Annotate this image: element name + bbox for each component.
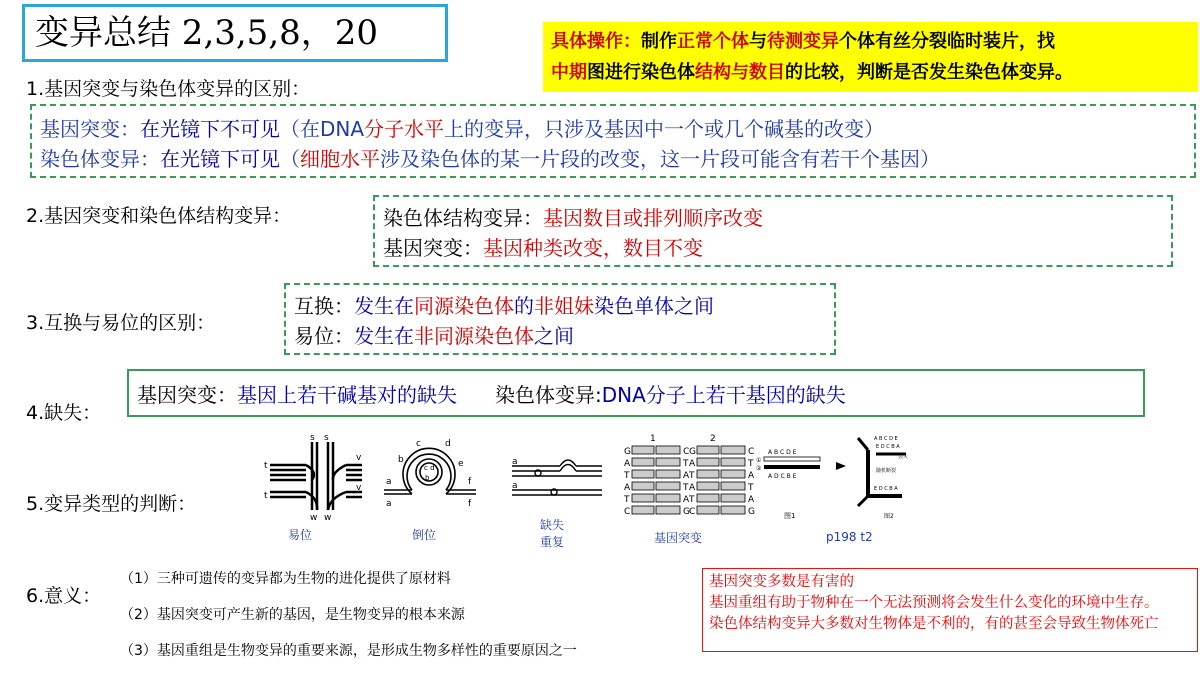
term-detail: 在光镜下不可见 — [140, 117, 280, 141]
note-highlight: 中期 — [551, 62, 587, 83]
section-1-row-1 — [40, 114, 884, 144]
svg-text:T: T — [683, 459, 689, 469]
term: 易位： — [294, 324, 354, 348]
effects-line-2: 基因重组有助于物种在一个无法预测将会发生什么变化的环境中生存。 — [709, 595, 1159, 611]
svg-text:d: d — [445, 439, 451, 449]
section-2-row-1 — [383, 203, 763, 233]
section-5-heading: 5.变异类型的判断： — [26, 493, 197, 515]
svg-text:①: ① — [756, 457, 762, 464]
sequence-label: A D C B E — [768, 473, 797, 480]
sequence-label: A B C D E — [768, 449, 797, 456]
figure-1-diagram — [756, 449, 846, 520]
svg-text:w: w — [310, 513, 318, 523]
section-1-heading: 1.基因突变与染色体变异的区别： — [26, 78, 311, 100]
svg-text:C: C — [689, 507, 696, 517]
section-2-heading: 2.基因突变和染色体结构变异： — [26, 205, 292, 227]
term: 互换： — [294, 294, 354, 318]
text: 之间 — [534, 324, 574, 348]
lost-label: 丢失 — [898, 454, 909, 460]
column-2-label: 2 — [710, 434, 716, 444]
text: DNA分子上若干基因的缺失 — [601, 383, 846, 407]
term: 基因突变： — [137, 383, 237, 407]
svg-text:A: A — [689, 459, 696, 469]
section-3-row-2 — [294, 321, 574, 351]
figure-2-label: 图2 — [884, 513, 894, 520]
caption-inversion: 倒位 — [412, 528, 437, 542]
svg-text:A: A — [624, 483, 631, 493]
term: 染色体变异： — [40, 147, 160, 171]
section-6-heading: 6.意义： — [26, 585, 102, 607]
variation-diagrams — [262, 432, 922, 547]
caption-problem-ref: p198 t2 — [826, 530, 873, 544]
figure-1-label: 图1 — [784, 512, 796, 520]
svg-text:A: A — [748, 495, 755, 505]
note-highlight: 结构与数目 — [695, 62, 785, 83]
caption-duplication: 重复 — [540, 535, 565, 549]
svg-text:v: v — [356, 453, 362, 463]
svg-text:C: C — [748, 447, 755, 457]
svg-text:a: a — [386, 499, 392, 509]
figure-2-diagram — [858, 436, 908, 520]
effects-line-1: 基因突变多数是有害的 — [709, 574, 854, 590]
note-highlight: 正常个体 — [677, 31, 749, 52]
break-label: 随机断裂 — [876, 468, 897, 474]
deletion-duplication-diagram — [512, 457, 602, 495]
inversion-diagram — [384, 439, 476, 509]
term: 染色体结构变异： — [383, 206, 543, 230]
svg-text:e: e — [458, 459, 464, 469]
highlight: 同源染色体 — [414, 294, 514, 318]
operation-note — [543, 22, 1198, 92]
svg-text:G: G — [683, 507, 690, 517]
highlight: 基因数目或排列顺序改变 — [543, 206, 763, 230]
svg-text:T: T — [689, 471, 695, 481]
svg-text:T: T — [689, 495, 695, 505]
section-2-row-2 — [383, 233, 703, 263]
note-text: 与 — [749, 31, 767, 52]
gene-mutation-diagram — [623, 434, 755, 517]
svg-text:a: a — [512, 481, 518, 491]
term: 基因突变： — [40, 117, 140, 141]
highlight: 分子水平 — [364, 117, 445, 141]
svg-text:s: s — [310, 433, 315, 443]
svg-text:②: ② — [756, 465, 762, 472]
text: 染色单体之间 — [594, 294, 714, 318]
svg-text:v: v — [356, 483, 362, 493]
svg-text:A: A — [624, 459, 631, 469]
text: 涉及染色体的某一片段的改变，这一片段可能含有若干个基因） — [380, 147, 940, 171]
svg-text:a: a — [512, 457, 518, 467]
section-3-heading: 3.互换与易位的区别： — [26, 312, 216, 334]
text: 的 — [514, 294, 534, 318]
caption-deletion: 缺失 — [540, 518, 565, 532]
svg-text:T: T — [748, 483, 754, 493]
svg-text:G: G — [748, 507, 755, 517]
effects-line-3: 染色体结构变异大多数对生物体是不利的，有的甚至会导致生物体死亡 — [709, 616, 1159, 632]
svg-text:f: f — [468, 499, 472, 509]
highlight: 基因种类改变，数目不变 — [483, 236, 703, 260]
section-4-row — [137, 380, 846, 410]
svg-text:A B C D E: A B C D E — [874, 436, 898, 442]
text: （ — [280, 147, 300, 171]
section-3-row-1 — [294, 291, 714, 321]
note-text: 个体有丝分裂临时装片，找 — [839, 31, 1055, 52]
svg-text:E D C B A: E D C B A — [876, 444, 900, 450]
svg-text:c: c — [416, 439, 421, 449]
svg-text:s: s — [324, 433, 329, 443]
translocation-diagram — [264, 433, 362, 523]
svg-text:a: a — [386, 477, 392, 487]
text: 发生在 — [354, 294, 414, 318]
term-detail: 在光镜下可见 — [160, 147, 280, 171]
note-text: 图进行染色体 — [587, 62, 695, 83]
term: 染色体变异: — [495, 383, 602, 407]
caption-translocation: 易位 — [288, 528, 313, 542]
svg-text:T: T — [624, 471, 630, 481]
term: 基因突变： — [383, 236, 483, 260]
svg-text:T: T — [748, 459, 754, 469]
svg-text:G: G — [624, 447, 631, 457]
significance-item-3: （3）基因重组是生物变异的重要来源，是形成生物多样性的重要原因之一 — [120, 643, 577, 659]
highlight: 非同源染色体 — [414, 324, 534, 348]
note-text: 制作 — [641, 31, 677, 52]
svg-text:T: T — [683, 483, 689, 493]
significance-item-1: （1）三种可遗传的变异都为生物的进化提供了原材料 — [120, 571, 451, 587]
text: 基因上若干碱基对的缺失 — [237, 383, 457, 407]
svg-text:E D C B A: E D C B A — [874, 486, 898, 492]
svg-text:C: C — [624, 507, 631, 517]
svg-text:b: b — [425, 474, 430, 482]
text: 发生在 — [354, 324, 414, 348]
svg-text:t: t — [264, 491, 268, 501]
svg-text:t: t — [264, 461, 268, 471]
svg-text:A: A — [683, 495, 690, 505]
effects-note — [702, 568, 1198, 652]
text: （在DNA — [280, 117, 365, 141]
svg-text:C: C — [683, 447, 690, 457]
svg-text:w: w — [324, 513, 332, 523]
slide-title: 变异总结 2,3,5,8，20 — [22, 4, 448, 62]
significance-item-2: （2）基因突变可产生新的基因，是生物变异的根本来源 — [120, 607, 465, 623]
section-1-row-2 — [40, 144, 940, 174]
text: 上的变异，只涉及基因中一个或几个碱基的改变） — [444, 117, 885, 141]
svg-text:A: A — [748, 471, 755, 481]
caption-gene-mutation: 基因突变 — [654, 531, 703, 545]
note-highlight: 待测变异 — [767, 31, 839, 52]
svg-text:c d: c d — [424, 464, 435, 472]
highlight: 非姐妹 — [534, 294, 594, 318]
svg-text:b: b — [398, 455, 404, 465]
note-text: 的比较，判断是否发生染色体变异。 — [785, 62, 1073, 83]
svg-text:f: f — [468, 477, 472, 487]
svg-text:A: A — [683, 471, 690, 481]
highlight: 细胞水平 — [300, 147, 380, 171]
svg-text:A: A — [689, 483, 696, 493]
column-1-label: 1 — [650, 434, 656, 444]
note-lead: 具体操作： — [551, 31, 641, 52]
section-4-heading: 4.缺失： — [26, 402, 102, 424]
svg-text:T: T — [624, 495, 630, 505]
svg-text:G: G — [689, 447, 696, 457]
